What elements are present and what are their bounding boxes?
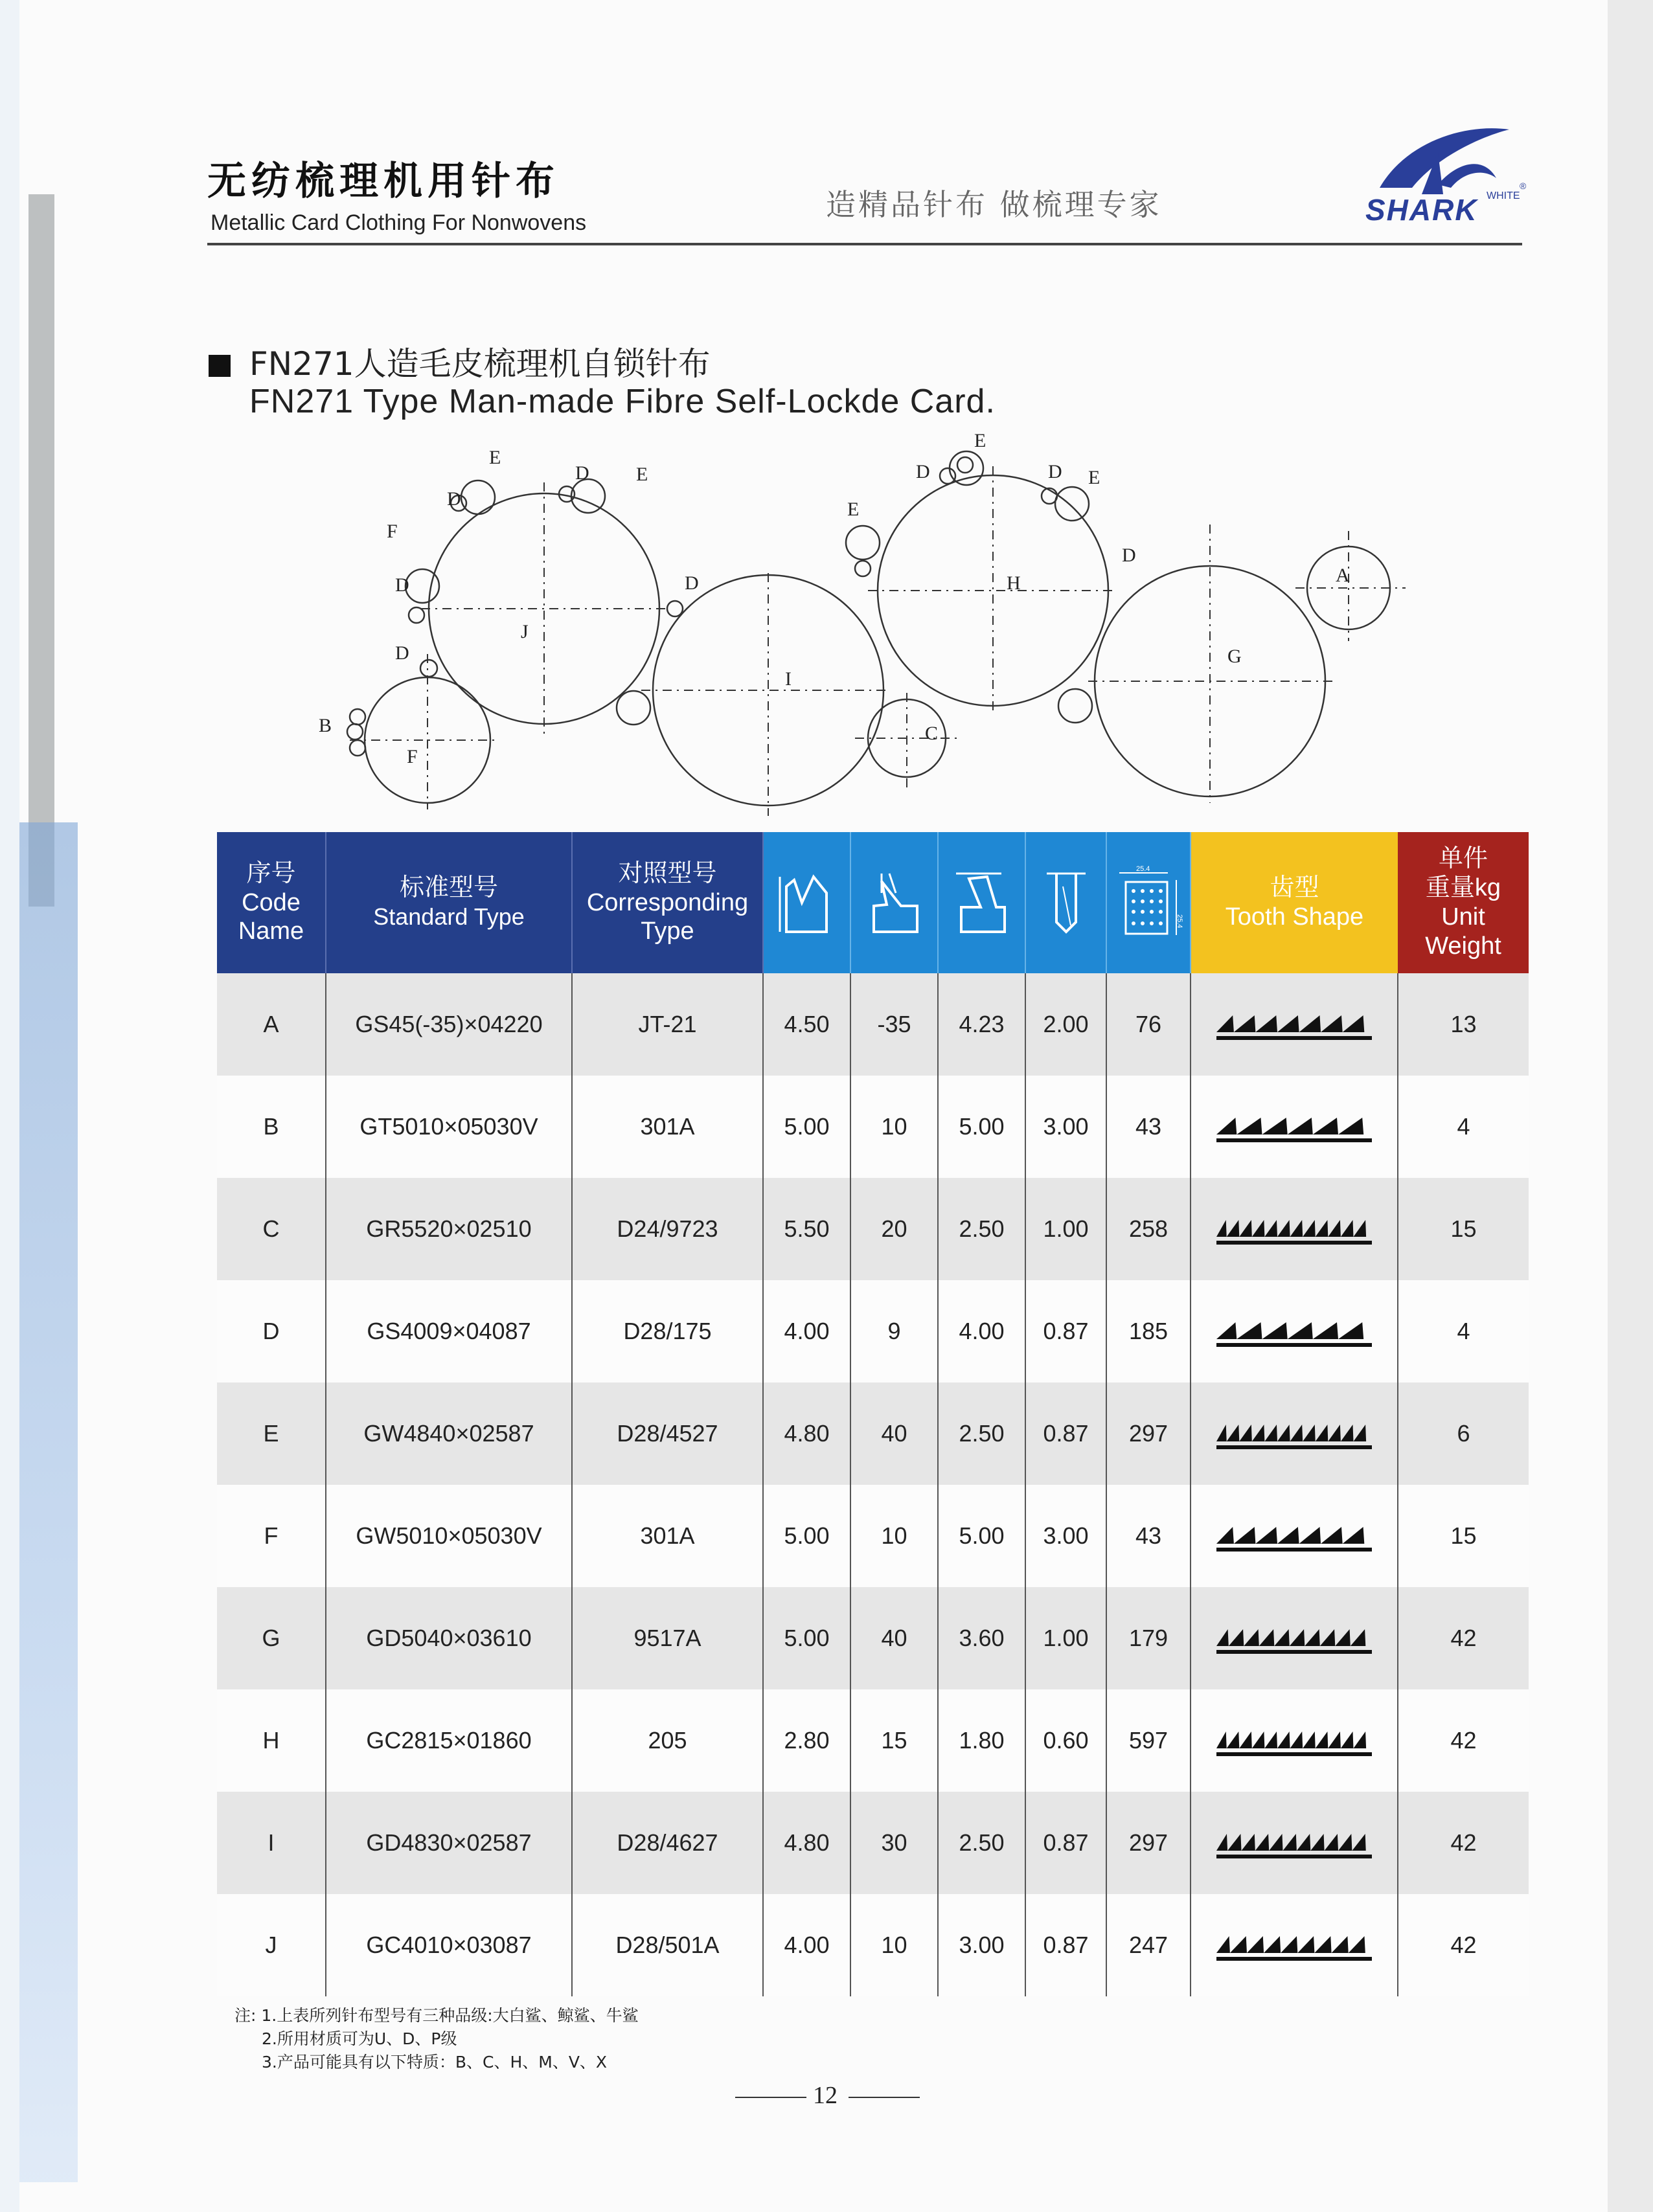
scan-edge-photo-strip [28,194,54,907]
cell-angle: 30 [850,1792,938,1894]
tooth-profile-icon [1213,1313,1375,1349]
tooth-profile-base [1216,1957,1372,1961]
cell-pitch: 3.60 [938,1587,1025,1689]
label-f: F [407,746,418,767]
header-tooth-shape [1191,832,1398,973]
cell-weight: 4 [1398,1280,1529,1382]
tooth-profile-teeth [1216,1015,1364,1032]
table-row [217,973,1529,1076]
cell-corresponding: 205 [572,1689,763,1792]
cell-pitch: 2.50 [938,1792,1025,1894]
label-d: D [685,572,699,594]
header-corresponding-en1: Corresponding [586,888,749,916]
tooth-profile-teeth [1216,1425,1366,1441]
cell-base: 0.87 [1025,1280,1106,1382]
cell-code: F [217,1485,326,1587]
cell-density: 179 [1106,1587,1191,1689]
header-tooth-en: Tooth Shape [1225,903,1364,931]
cell-weight: 42 [1398,1792,1529,1894]
cell-standard: GC4010×03087 [326,1894,572,1996]
cell-h: 4.00 [763,1894,850,1996]
cell-density: 258 [1106,1178,1191,1280]
small-roll [617,691,650,725]
cell-tooth-shape [1191,1792,1398,1894]
cell-code: J [217,1894,326,1996]
density-dim-top: 25.4 [1136,865,1150,873]
tooth-profile-base [1216,1241,1372,1245]
cell-weight: 15 [1398,1178,1529,1280]
cell-tooth-shape [1191,1587,1398,1689]
cell-density: 597 [1106,1689,1191,1792]
header-corresponding-cn: 对照型号 [618,859,717,887]
cell-corresponding: D28/175 [572,1280,763,1382]
cell-density: 297 [1106,1382,1191,1485]
header-base-icon [1025,832,1106,973]
footnote: 注: 1.上表所列针布型号有三种品级:大白鲨、鲸鲨、牛鲨 [234,2006,639,2025]
spec-table-body [217,973,1529,1996]
small-roll [957,457,973,473]
tooth-angle-icon [862,867,927,938]
cell-h: 4.80 [763,1382,850,1485]
cell-standard: GR5520×02510 [326,1178,572,1280]
label-h: H [1007,572,1021,594]
cell-pitch: 2.50 [938,1178,1025,1280]
small-roll [1055,487,1089,521]
cell-corresponding: D28/4627 [572,1792,763,1894]
label-e: E [1088,467,1100,488]
tooth-profile-base [1216,1650,1372,1654]
logo-brand: SHARK [1365,193,1478,227]
label-e: E [636,464,648,485]
cell-base: 3.00 [1025,1076,1106,1178]
label-c: C [925,723,939,744]
cell-standard: GD4830×02587 [326,1792,572,1894]
table-header-row [217,832,1529,973]
cell-code: A [217,973,326,1076]
small-roll [855,561,871,576]
cell-weight: 13 [1398,973,1529,1076]
scan-edge-right [1608,0,1653,2212]
header-standard [326,832,572,973]
tooth-profile-icon [1213,1109,1375,1145]
tooth-profile-icon [1213,1722,1375,1759]
tooth-profile-base [1216,1548,1372,1552]
cell-corresponding: 301A [572,1485,763,1587]
cell-tooth-shape [1191,1689,1398,1792]
cell-code: C [217,1178,326,1280]
cell-code: E [217,1382,326,1485]
cell-corresponding: D28/501A [572,1894,763,1996]
small-roll [409,607,424,623]
tooth-profile-teeth [1216,1322,1363,1339]
page-number-rule-right [849,2097,920,2098]
cell-base: 1.00 [1025,1178,1106,1280]
cell-tooth-shape [1191,973,1398,1076]
cell-h: 5.00 [763,1485,850,1587]
spec-table [217,832,1529,1996]
cell-corresponding: JT-21 [572,973,763,1076]
small-roll [1058,689,1092,723]
cell-code: H [217,1689,326,1792]
scan-edge-blue-strip [19,822,78,2182]
card-roll-diagram [304,427,1419,848]
tooth-profile-teeth [1216,1834,1366,1851]
cell-density: 43 [1106,1076,1191,1178]
header-weight-en2: Weight [1425,932,1501,960]
header-rule [207,243,1522,245]
label-d: D [1122,545,1136,566]
cell-h: 2.80 [763,1689,850,1792]
label-i: I [785,668,792,690]
header-angle-icon [850,832,938,973]
label-e: E [489,447,501,468]
cell-tooth-shape [1191,1894,1398,1996]
small-roll [420,660,437,677]
tooth-profile-base [1216,1138,1372,1142]
cell-h: 4.00 [763,1280,850,1382]
cell-h: 5.00 [763,1587,850,1689]
label-f: F [387,521,398,542]
tooth-profile-teeth [1216,1118,1363,1134]
table-row [217,1178,1529,1280]
header-corresponding [572,832,763,973]
tooth-profile-icon [1213,1211,1375,1247]
label-j: J [521,621,529,642]
section-title-cn: FN271人造毛皮梳理机自锁针布 [249,345,711,383]
header-standard-cn: 标准型号 [399,874,498,902]
header-code [217,832,326,973]
cell-standard: GW5010×05030V [326,1485,572,1587]
header-code-en1: Code [242,888,301,916]
tooth-profile-base [1216,1752,1372,1756]
shark-logo [1360,117,1529,227]
header-weight-cn2: 重量kg [1425,874,1501,902]
page-number-rule-left [735,2097,806,2098]
table-row [217,1894,1529,1996]
table-row [217,1280,1529,1382]
label-d: D [916,461,930,482]
cell-angle: 10 [850,1894,938,1996]
cell-weight: 6 [1398,1382,1529,1485]
header-weight-en1: Unit [1441,903,1485,931]
label-d: D [395,642,409,664]
cell-base: 2.00 [1025,973,1106,1076]
header-standard-en: Standard Type [373,903,525,930]
footnotes [234,2004,639,2074]
base-width-icon [1037,867,1095,938]
label-b: B [319,715,332,736]
cell-angle: 15 [850,1689,938,1792]
header-pitch-icon [938,832,1025,973]
table-row [217,1587,1529,1689]
cell-density: 76 [1106,973,1191,1076]
tooth-height-icon [775,867,839,938]
table-row [217,1382,1529,1485]
cell-weight: 15 [1398,1485,1529,1587]
cell-tooth-shape [1191,1280,1398,1382]
small-roll [347,724,363,739]
cell-weight: 4 [1398,1076,1529,1178]
label-d: D [1048,461,1062,482]
cell-standard: GC2815×01860 [326,1689,572,1792]
tooth-profile-teeth [1216,1629,1365,1646]
tooth-profile-teeth [1216,1936,1365,1953]
section-bullet [209,355,231,377]
tooth-profile-base [1216,1343,1372,1347]
section-title-en: FN271 Type Man-made Fibre Self-Lockde Card. [249,383,996,420]
cell-code: B [217,1076,326,1178]
cell-code: G [217,1587,326,1689]
small-roll [846,526,880,559]
header-height-icon [763,832,850,973]
density-dim-side: 25.4 [1176,914,1183,929]
header-code-en2: Name [238,918,304,945]
label-e: E [974,430,986,451]
cell-standard: GS45(-35)×04220 [326,973,572,1076]
cell-weight: 42 [1398,1689,1529,1792]
cell-angle: 10 [850,1485,938,1587]
cell-angle: 20 [850,1178,938,1280]
cell-density: 185 [1106,1280,1191,1382]
small-roll [350,740,365,756]
tooth-profile-base [1216,1855,1372,1858]
tooth-profile-teeth [1216,1732,1366,1748]
cell-tooth-shape [1191,1382,1398,1485]
tooth-profile-base [1216,1036,1372,1040]
table-row [217,1485,1529,1587]
cell-pitch: 2.50 [938,1382,1025,1485]
cell-angle: 10 [850,1076,938,1178]
tooth-profile-teeth [1216,1220,1366,1237]
tooth-profile-icon [1213,1825,1375,1861]
cell-pitch: 5.00 [938,1076,1025,1178]
label-e: E [847,499,860,520]
cell-angle: 9 [850,1280,938,1382]
cell-density: 43 [1106,1485,1191,1587]
cell-h: 5.00 [763,1076,850,1178]
label-d: D [575,462,589,484]
cell-corresponding: D24/9723 [572,1178,763,1280]
logo-sub: WHITE [1487,190,1520,201]
header-title-cn: 无纺梳理机用针布 [207,159,560,204]
table-row [217,1792,1529,1894]
cell-angle: 40 [850,1382,938,1485]
table-row [217,1689,1529,1792]
tooth-profile-icon [1213,1620,1375,1656]
cell-pitch: 3.00 [938,1894,1025,1996]
cell-corresponding: 301A [572,1076,763,1178]
small-roll [405,569,439,603]
cell-corresponding: D28/4527 [572,1382,763,1485]
cell-pitch: 5.00 [938,1485,1025,1587]
cell-code: D [217,1280,326,1382]
cell-tooth-shape [1191,1485,1398,1587]
cell-code: I [217,1792,326,1894]
tooth-profile-teeth [1216,1527,1364,1544]
cell-density: 297 [1106,1792,1191,1894]
cell-weight: 42 [1398,1587,1529,1689]
cell-standard: GT5010×05030V [326,1076,572,1178]
cell-h: 5.50 [763,1178,850,1280]
cell-h: 4.80 [763,1792,850,1894]
page-number: 12 [813,2082,838,2109]
header-code-cn: 序号 [246,859,296,887]
cell-base: 0.60 [1025,1689,1106,1792]
cell-standard: GW4840×02587 [326,1382,572,1485]
cell-tooth-shape [1191,1178,1398,1280]
label-d: D [447,488,461,510]
label-a: A [1336,565,1350,586]
header-slogan: 造精品针布 做梳理专家 [826,187,1162,222]
label-g: G [1227,646,1242,667]
cell-base: 0.87 [1025,1382,1106,1485]
small-roll [350,709,365,725]
tooth-profile-icon [1213,1006,1375,1043]
header-tooth-cn: 齿型 [1270,874,1319,902]
tooth-profile-icon [1213,1927,1375,1963]
cell-corresponding: 9517A [572,1587,763,1689]
cell-weight: 42 [1398,1894,1529,1996]
cell-angle: -35 [850,973,938,1076]
cell-base: 1.00 [1025,1587,1106,1689]
tooth-density-icon [1113,864,1184,942]
tooth-profile-icon [1213,1416,1375,1452]
small-roll [461,480,495,514]
cell-pitch: 1.80 [938,1689,1025,1792]
table-row [217,1076,1529,1178]
footnote: 2.所用材质可为U、D、P级 [262,2029,457,2048]
tooth-profile-icon [1213,1518,1375,1554]
cell-angle: 40 [850,1587,938,1689]
tooth-pitch-icon [950,867,1014,938]
header-title-en: Metallic Card Clothing For Nonwovens [211,210,587,235]
cell-pitch: 4.23 [938,973,1025,1076]
small-roll [667,601,683,616]
logo-registered: ® [1520,181,1527,191]
cell-pitch: 4.00 [938,1280,1025,1382]
header-weight [1398,832,1529,973]
small-roll [940,468,955,484]
cell-base: 0.87 [1025,1894,1106,1996]
cell-standard: GS4009×04087 [326,1280,572,1382]
cell-density: 247 [1106,1894,1191,1996]
tooth-profile-base [1216,1445,1372,1449]
cell-base: 3.00 [1025,1485,1106,1587]
scan-edge-left [0,0,19,2212]
small-roll [571,479,605,513]
cell-h: 4.50 [763,973,850,1076]
cell-standard: GD5040×03610 [326,1587,572,1689]
cell-tooth-shape [1191,1076,1398,1178]
header-density-icon [1106,832,1191,973]
cell-base: 0.87 [1025,1792,1106,1894]
label-d: D [395,574,409,596]
header-weight-cn1: 单件 [1438,845,1488,873]
footnote: 3.产品可能具有以下特质：B、C、H、M、V、X [262,2053,608,2071]
header-corresponding-en2: Type [641,918,694,945]
